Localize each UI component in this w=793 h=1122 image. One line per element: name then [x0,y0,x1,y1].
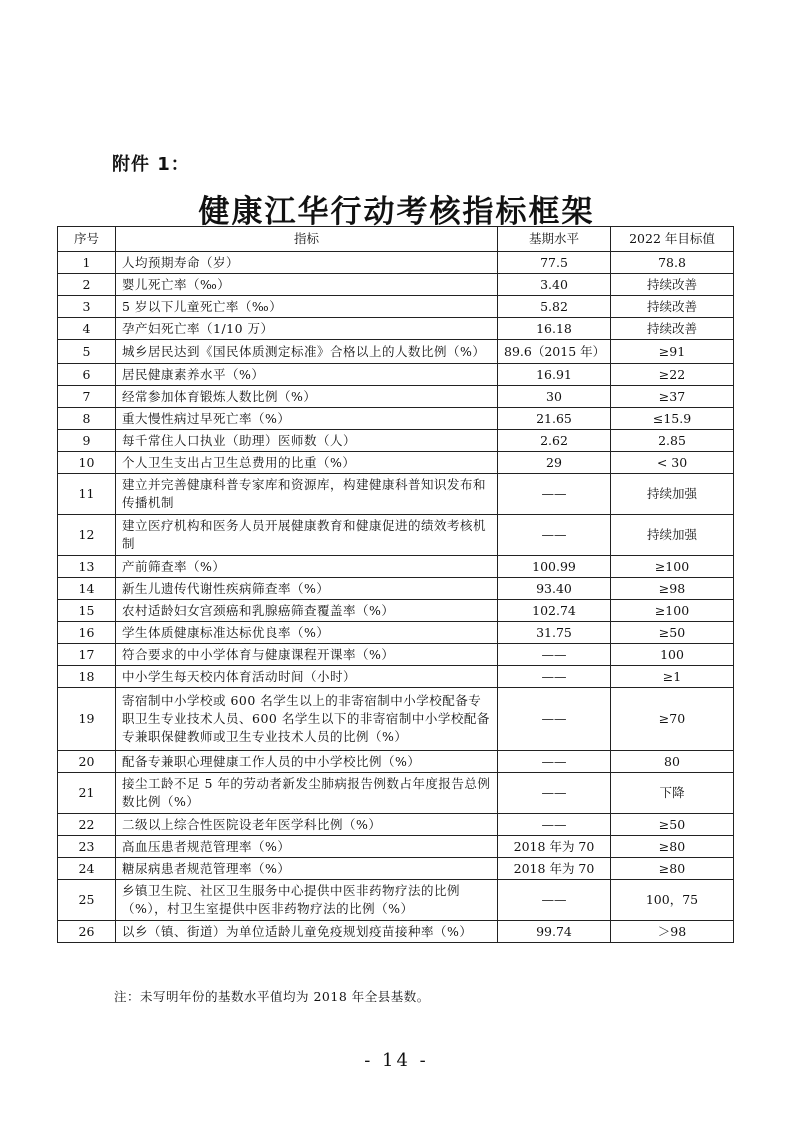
table-row [58,751,734,773]
row-target-value: < 30 [611,452,734,474]
table-row [58,921,734,943]
row-indicator: 产前筛查率（%） [116,556,498,578]
row-base-level: —— [498,666,611,688]
row-target-value: ≤15.9 [611,408,734,430]
row-target-value: 持续改善 [611,318,734,340]
row-number: 15 [58,600,116,622]
table-row [58,340,734,364]
table-row [58,252,734,274]
row-base-level: 21.65 [498,408,611,430]
row-number: 11 [58,474,116,515]
header-no: 序号 [58,227,116,252]
row-base-level: 29 [498,452,611,474]
row-indicator: 农村适龄妇女宫颈癌和乳腺癌筛查覆盖率（%） [116,600,498,622]
table-row [58,386,734,408]
row-indicator: 糖尿病患者规范管理率（%） [116,858,498,880]
row-target-value: ≥50 [611,622,734,644]
row-base-level: 16.91 [498,364,611,386]
table-row [58,644,734,666]
row-number: 13 [58,556,116,578]
row-target-value: 2.85 [611,430,734,452]
row-indicator: 乡镇卫生院、社区卫生服务中心提供中医非药物疗法的比例（%），村卫生室提供中医非药物疗法的比例（%） [116,880,498,921]
row-target-value: 持续改善 [611,296,734,318]
row-indicator: 高血压患者规范管理率（%） [116,836,498,858]
row-number: 25 [58,880,116,921]
row-number: 20 [58,751,116,773]
table-row [58,578,734,600]
row-target-value: 100，75 [611,880,734,921]
row-target-value: ≥98 [611,578,734,600]
row-target-value: 100 [611,644,734,666]
row-base-level: —— [498,880,611,921]
row-base-level: 102.74 [498,600,611,622]
page-title: 健康江华行动考核指标框架 [198,194,595,230]
row-number: 12 [58,515,116,556]
row-number: 4 [58,318,116,340]
row-number: 9 [58,430,116,452]
row-base-level: 2018 年为 70 [498,858,611,880]
row-target-value: ≥22 [611,364,734,386]
row-number: 7 [58,386,116,408]
row-base-level: —— [498,814,611,836]
table-row [58,556,734,578]
table-row [58,600,734,622]
row-indicator: 孕产妇死亡率（1/10 万） [116,318,498,340]
row-indicator: 个人卫生支出占卫生总费用的比重（%） [116,452,498,474]
row-target-value: 持续加强 [611,474,734,515]
row-base-level: —— [498,688,611,751]
table-row [58,364,734,386]
row-target-value: 下降 [611,773,734,814]
row-indicator: 人均预期寿命（岁） [116,252,498,274]
table-row [58,296,734,318]
row-target-value: 80 [611,751,734,773]
table-row [58,622,734,644]
attachment-label: 附件 1： [112,154,190,175]
table-row [58,858,734,880]
row-number: 18 [58,666,116,688]
row-number: 6 [58,364,116,386]
row-number: 21 [58,773,116,814]
row-base-level: —— [498,515,611,556]
footnote: 注：未写明年份的基数水平值均为 2018 年全县基数。 [114,989,430,1004]
row-indicator: 以乡（镇、街道）为单位适龄儿童免疫规划疫苗接种率（%） [116,921,498,943]
row-target-value: ＞98 [611,921,734,943]
row-number: 10 [58,452,116,474]
row-number: 5 [58,340,116,364]
row-base-level: 77.5 [498,252,611,274]
row-target-value: 持续加强 [611,515,734,556]
table-row [58,880,734,921]
row-base-level: 99.74 [498,921,611,943]
table-row [58,773,734,814]
row-number: 1 [58,252,116,274]
row-indicator: 中小学生每天校内体育活动时间（小时） [116,666,498,688]
table-row [58,408,734,430]
page-number: - 14 - [364,1050,429,1071]
row-number: 3 [58,296,116,318]
row-target-value: ≥1 [611,666,734,688]
row-target-value: ≥37 [611,386,734,408]
row-indicator: 配备专兼职心理健康工作人员的中小学校比例（%） [116,751,498,773]
row-target-value: ≥80 [611,836,734,858]
row-base-level: 89.6（2015 年） [498,340,611,364]
row-number: 17 [58,644,116,666]
row-number: 14 [58,578,116,600]
row-base-level: 31.75 [498,622,611,644]
row-number: 23 [58,836,116,858]
row-target-value: ≥91 [611,340,734,364]
row-number: 8 [58,408,116,430]
table-row [58,814,734,836]
row-number: 26 [58,921,116,943]
row-base-level: —— [498,751,611,773]
header-base: 基期水平 [498,227,611,252]
row-base-level: 3.40 [498,274,611,296]
row-number: 16 [58,622,116,644]
row-indicator: 居民健康素养水平（%） [116,364,498,386]
row-number: 2 [58,274,116,296]
row-base-level: 2018 年为 70 [498,836,611,858]
row-indicator: 5 岁以下儿童死亡率（‰） [116,296,498,318]
row-indicator: 建立并完善健康科普专家库和资源库，构建健康科普知识发布和传播机制 [116,474,498,515]
row-indicator: 城乡居民达到《国民体质测定标准》合格以上的人数比例（%） [116,340,498,364]
row-target-value: ≥50 [611,814,734,836]
row-base-level: 100.99 [498,556,611,578]
header-target: 2022 年目标值 [611,227,734,252]
row-base-level: —— [498,773,611,814]
row-indicator: 每千常住人口执业（助理）医师数（人） [116,430,498,452]
row-target-value: 持续改善 [611,274,734,296]
row-number: 19 [58,688,116,751]
row-base-level: 93.40 [498,578,611,600]
row-indicator: 符合要求的中小学体育与健康课程开课率（%） [116,644,498,666]
row-base-level: 5.82 [498,296,611,318]
row-target-value: ≥100 [611,600,734,622]
row-target-value: ≥100 [611,556,734,578]
table-row [58,318,734,340]
table-header-row [58,227,734,252]
row-indicator: 经常参加体育锻炼人数比例（%） [116,386,498,408]
row-indicator: 寄宿制中小学校或 600 名学生以上的非寄宿制中小学校配备专职卫生专业技术人员、600 名学生以下的非寄宿制中小学校配备专兼职保健教师或卫生专业技术人员的比例（%） [116,688,498,751]
table-row [58,430,734,452]
row-indicator: 接尘工龄不足 5 年的劳动者新发尘肺病报告例数占年度报告总例数比例（%） [116,773,498,814]
row-target-value: 78.8 [611,252,734,274]
row-indicator: 新生儿遗传代谢性疾病筛查率（%） [116,578,498,600]
indicator-table [57,226,734,943]
row-number: 22 [58,814,116,836]
row-target-value: ≥70 [611,688,734,751]
row-indicator: 婴儿死亡率（‰） [116,274,498,296]
row-number: 24 [58,858,116,880]
table-row [58,515,734,556]
table-row [58,274,734,296]
row-base-level: —— [498,474,611,515]
row-target-value: ≥80 [611,858,734,880]
row-indicator: 二级以上综合性医院设老年医学科比例（%） [116,814,498,836]
table-row [58,474,734,515]
row-indicator: 建立医疗机构和医务人员开展健康教育和健康促进的绩效考核机制 [116,515,498,556]
row-indicator: 重大慢性病过早死亡率（%） [116,408,498,430]
table-row [58,666,734,688]
table-row [58,836,734,858]
table-row [58,452,734,474]
row-base-level: 16.18 [498,318,611,340]
table-row [58,688,734,751]
header-indicator: 指标 [116,227,498,252]
row-base-level: 30 [498,386,611,408]
row-indicator: 学生体质健康标准达标优良率（%） [116,622,498,644]
row-base-level: —— [498,644,611,666]
row-base-level: 2.62 [498,430,611,452]
